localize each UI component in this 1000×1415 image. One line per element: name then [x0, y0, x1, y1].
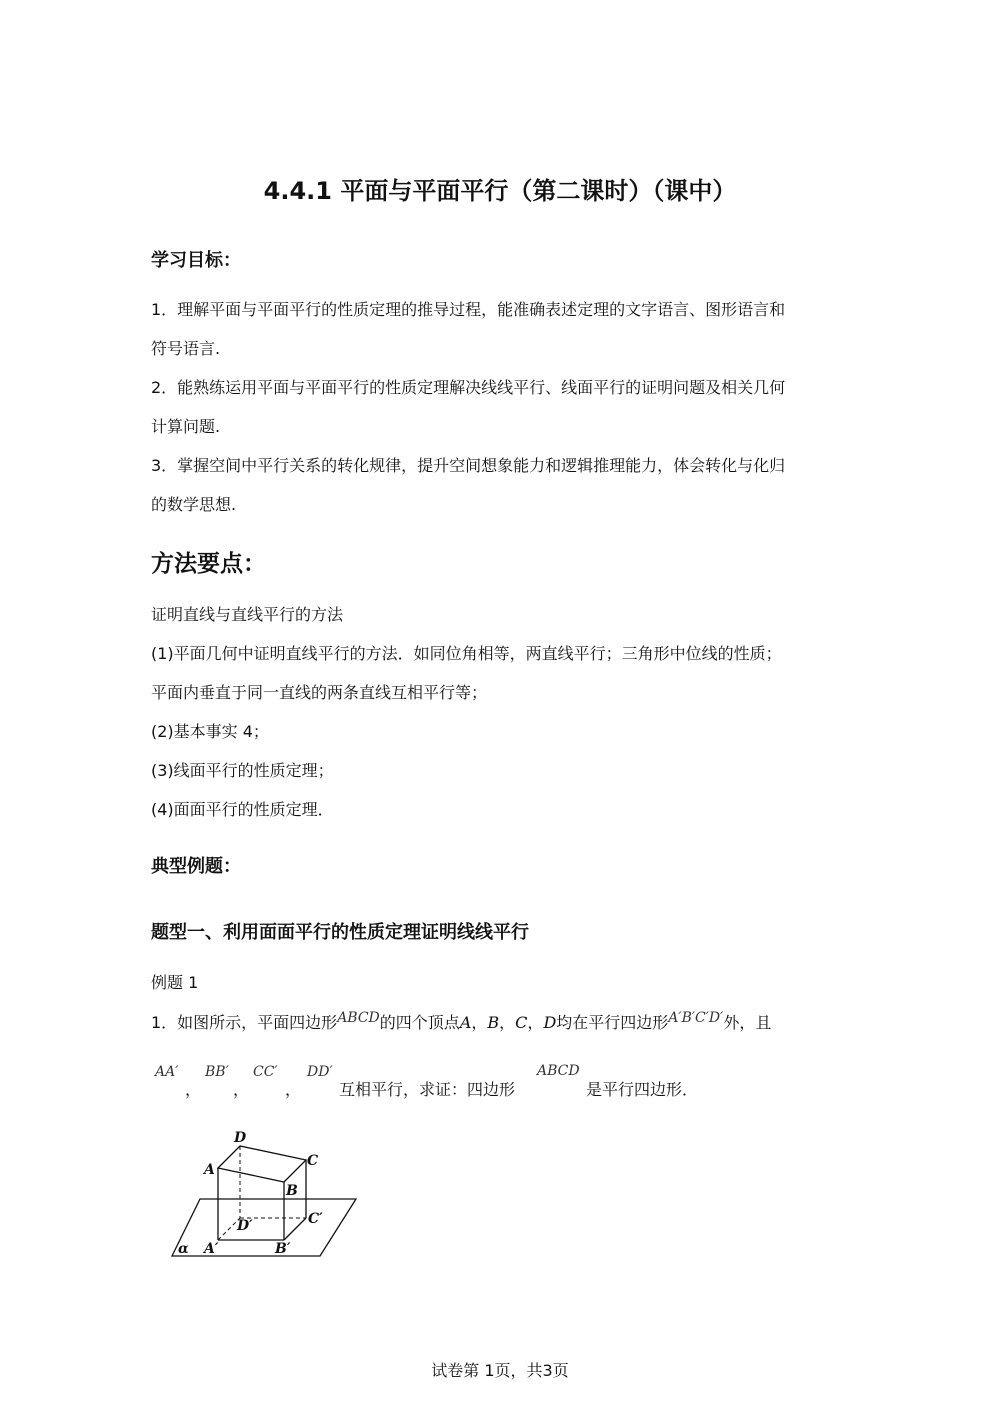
method-1-line-1: (1)平面几何中证明直线平行的方法．如同位角相等，两直线平行；三角形中位线的性质；	[151, 644, 782, 663]
method-3: (3)线面平行的性质定理；	[151, 761, 334, 780]
q1-c: C	[515, 1013, 528, 1032]
q1-sep-2: ，	[233, 1080, 250, 1099]
q1-mid2: 均在平行四边形	[556, 1013, 669, 1032]
q1-comma-3: ，	[527, 1013, 544, 1032]
label-c-prime: C′	[308, 1211, 323, 1227]
label-d-prime: D′	[237, 1218, 253, 1234]
method-2: (2)基本事实 4；	[151, 722, 269, 741]
objective-2-line-1: 2．能熟练运用平面与平面平行的性质定理解决线线平行、线面平行的证明问题及相关几何	[151, 378, 786, 397]
q1-end1: 外，且	[723, 1013, 772, 1032]
q1-sep-3: ，	[285, 1080, 302, 1099]
q1-bb: BB′	[205, 1064, 229, 1080]
edge-bc-prime	[284, 1218, 306, 1240]
objective-3-line-2: 的数学思想.	[151, 495, 237, 514]
method-1-line-2: 平面内垂直于同一直线的两条直线互相平行等；	[151, 683, 488, 702]
objective-1-line-1: 1．理解平面与平面平行的性质定理的推导过程，能准确表述定理的文字语言、图形语言和	[151, 300, 786, 319]
q1-comma-1: ，	[471, 1013, 488, 1032]
objective-3-line-1: 3．掌握空间中平行关系的转化规律，提升空间想象能力和逻辑推理能力，体会转化与化归	[151, 456, 786, 475]
q1-mid1: 的四个顶点	[379, 1013, 460, 1032]
examples-heading: 典型例题：	[151, 856, 241, 877]
q1-cc: CC′	[253, 1064, 278, 1080]
q1-dd: DD′	[307, 1064, 333, 1080]
objective-1-line-2: 符号语言.	[151, 339, 221, 358]
methods-intro: 证明直线与直线平行的方法	[151, 605, 344, 624]
method-4: (4)面面平行的性质定理．	[151, 800, 334, 819]
top-face	[218, 1146, 306, 1182]
plane-alpha	[172, 1199, 356, 1256]
q1-end2: 是平行四边形．	[586, 1080, 699, 1099]
q1-abcd-prime: A′B′C′D′	[668, 1010, 724, 1026]
q1-prefix: 1．如图所示，平面四边形	[151, 1013, 338, 1032]
q1-abcd: ABCD	[337, 1010, 380, 1026]
page-footer: 试卷第 1页，共3页	[431, 1361, 569, 1380]
label-alpha: α	[178, 1241, 189, 1257]
q1-abcd-2: ABCD	[537, 1063, 580, 1079]
objectives-heading: 学习目标：	[151, 250, 241, 271]
q1-b: B	[487, 1013, 500, 1032]
q1-a: A	[459, 1013, 472, 1032]
label-b-prime: B′	[275, 1241, 291, 1257]
prism-figure	[160, 1122, 370, 1267]
methods-heading: 方法要点：	[151, 551, 266, 577]
question-1-line-1	[151, 1010, 772, 1034]
label-a: A	[204, 1162, 215, 1178]
q1-sep-1: ，	[185, 1080, 202, 1099]
type-1-heading: 题型一、利用面面平行的性质定理证明线线平行	[151, 922, 529, 943]
page-title: 4.4.1 平面与平面平行（第二课时）（课中）	[263, 177, 737, 205]
label-d: D	[234, 1130, 247, 1146]
q1-d: D	[543, 1013, 557, 1032]
label-c: C	[307, 1153, 319, 1169]
q1-mid3: 互相平行，求证：四边形	[339, 1080, 516, 1099]
q1-aa: AA′	[155, 1064, 179, 1080]
q1-comma-2: ，	[499, 1013, 516, 1032]
objective-2-line-2: 计算问题.	[151, 417, 221, 436]
label-a-prime: A′	[204, 1241, 219, 1257]
example-label: 例题 1	[151, 973, 199, 992]
label-b: B	[286, 1183, 298, 1199]
